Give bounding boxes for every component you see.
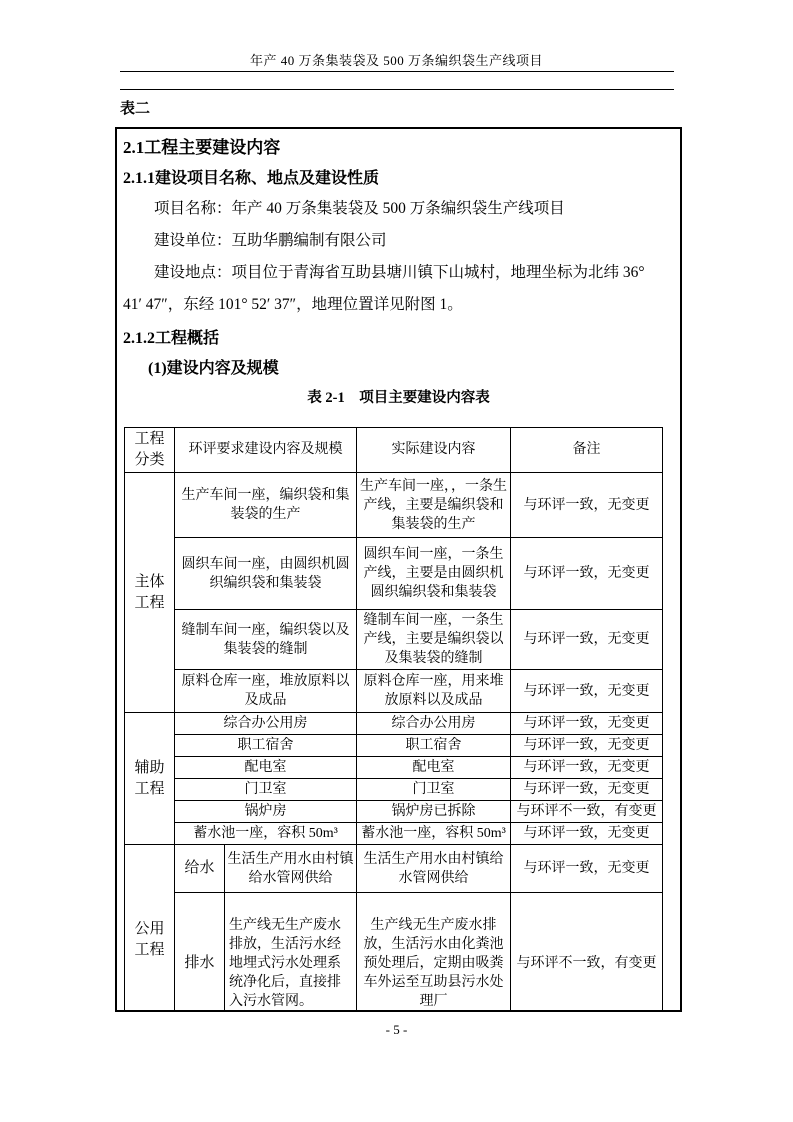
table-row bbox=[125, 823, 663, 845]
cell-req: 锅炉房 bbox=[175, 801, 357, 823]
table-row bbox=[125, 610, 663, 670]
cell-note: 与环评一致，无变更 bbox=[511, 845, 663, 893]
cell-req: 蓄水池一座，容积 50m³ bbox=[175, 823, 357, 845]
cell-note: 与环评一致，无变更 bbox=[511, 610, 663, 670]
table-row bbox=[125, 670, 663, 713]
paragraph-project-name: 项目名称：年产 40 万条集装袋及 500 万条编织袋生产线项目 bbox=[154, 200, 565, 217]
subgroup-cell-drainage: 排水 bbox=[175, 893, 225, 1013]
cell-note: 与环评一致，无变更 bbox=[511, 823, 663, 845]
cell-req: 生产车间一座，编织袋和集装袋的生产 bbox=[175, 473, 357, 538]
col-header-category: 工程分类 bbox=[125, 428, 175, 473]
cell-actual: 圆织车间一座，一条生产线，主要是由圆织机圆织编织袋和集装袋 bbox=[357, 538, 511, 610]
cell-req: 职工宿舍 bbox=[175, 735, 357, 757]
cell-actual: 门卫室 bbox=[357, 779, 511, 801]
cell-req: 缝制车间一座，编织袋以及集装袋的缝制 bbox=[175, 610, 357, 670]
col-header-remark: 备注 bbox=[511, 428, 663, 473]
cell-actual: 综合办公用房 bbox=[357, 713, 511, 735]
table-row bbox=[125, 757, 663, 779]
cell-req: 圆织车间一座，由圆织机圆织编织袋和集装袋 bbox=[175, 538, 357, 610]
cell-actual: 生产线无生产废水排放，生活污水由化粪池预处理后，定期由吸粪车外运至互助县污水处理厂 bbox=[357, 893, 511, 1013]
heading-content-and-scale: (1)建设内容及规模 bbox=[148, 360, 279, 377]
col-header-actual: 实际建设内容 bbox=[357, 428, 511, 473]
cell-note: 与环评一致，无变更 bbox=[511, 779, 663, 801]
sheet-label: 表二 bbox=[120, 101, 151, 117]
table-caption: 表 2-1 项目主要建设内容表 bbox=[307, 390, 490, 406]
cell-actual: 锅炉房已拆除 bbox=[357, 801, 511, 823]
group-cell-auxiliary-works: 辅助工程 bbox=[125, 713, 175, 845]
heading-2-1-2: 2.1.2工程概括 bbox=[123, 330, 220, 347]
paragraph-construction-unit: 建设单位：互助华鹏编制有限公司 bbox=[154, 232, 387, 249]
paragraph-location-line1: 建设地点：项目位于青海省互助县塘川镇下山城村，地理坐标为北纬 36° bbox=[154, 264, 645, 281]
col-header-eia-required: 环评要求建设内容及规模 bbox=[175, 428, 357, 473]
table-row bbox=[125, 845, 663, 893]
cell-note: 与环评一致，无变更 bbox=[511, 473, 663, 538]
table-row bbox=[125, 735, 663, 757]
group-cell-utility-works: 公用工程 bbox=[125, 845, 175, 1013]
table-header-row bbox=[125, 428, 663, 473]
document-header-title: 年产 40 万条集装袋及 500 万条编织袋生产线项目 bbox=[249, 53, 543, 68]
cell-note: 与环评一致，无变更 bbox=[511, 713, 663, 735]
cell-actual: 原料仓库一座，用来堆放原料以及成品 bbox=[357, 670, 511, 713]
group-cell-main-works: 主体工程 bbox=[125, 473, 175, 713]
cell-note: 与环评一致，无变更 bbox=[511, 670, 663, 713]
cell-note: 与环评一致，无变更 bbox=[511, 757, 663, 779]
cell-note: 与环评一致，无变更 bbox=[511, 538, 663, 610]
table-row bbox=[125, 801, 663, 823]
table-row bbox=[125, 473, 663, 538]
page-number: - 5 - bbox=[385, 1022, 408, 1037]
cell-actual: 缝制车间一座，一条生产线，主要是编织袋以及集装袋的缝制 bbox=[357, 610, 511, 670]
cell-note: 与环评一致，无变更 bbox=[511, 735, 663, 757]
heading-2-1: 2.1工程主要建设内容 bbox=[123, 138, 281, 157]
cell-actual: 配电室 bbox=[357, 757, 511, 779]
heading-2-1-1: 2.1.1建设项目名称、地点及建设性质 bbox=[123, 170, 380, 187]
cell-actual: 蓄水池一座，容积 50m³ bbox=[357, 823, 511, 845]
cell-req: 配电室 bbox=[175, 757, 357, 779]
cell-req: 原料仓库一座，堆放原料以及成品 bbox=[175, 670, 357, 713]
subgroup-cell-water-supply: 给水 bbox=[175, 845, 225, 893]
table-row bbox=[125, 779, 663, 801]
cell-req: 生产线无生产废水排放，生活污水经地埋式污水处理系统净化后，直接排入污水管网。 bbox=[225, 893, 357, 1013]
table-row bbox=[125, 713, 663, 735]
cell-req: 门卫室 bbox=[175, 779, 357, 801]
construction-content-table bbox=[124, 427, 663, 1012]
cell-actual: 职工宿舍 bbox=[357, 735, 511, 757]
cell-note: 与环评不一致，有变更 bbox=[511, 893, 663, 1013]
content-box bbox=[115, 127, 682, 1012]
paragraph-location-line2: 41′ 47″，东经 101° 52′ 37″，地理位置详见附图 1。 bbox=[123, 296, 463, 313]
cell-req: 综合办公用房 bbox=[175, 713, 357, 735]
cell-req: 生活生产用水由村镇给水管网供给 bbox=[225, 845, 357, 893]
header-rule-bottom bbox=[120, 89, 674, 90]
cell-note: 与环评不一致，有变更 bbox=[511, 801, 663, 823]
cell-actual: 生活生产用水由村镇给水管网供给 bbox=[357, 845, 511, 893]
table-row bbox=[125, 893, 663, 1013]
cell-actual: 生产车间一座，，一条生产线，主要是编织袋和集装袋的生产 bbox=[357, 473, 511, 538]
header-rule-top bbox=[120, 71, 674, 72]
table-row bbox=[125, 538, 663, 610]
